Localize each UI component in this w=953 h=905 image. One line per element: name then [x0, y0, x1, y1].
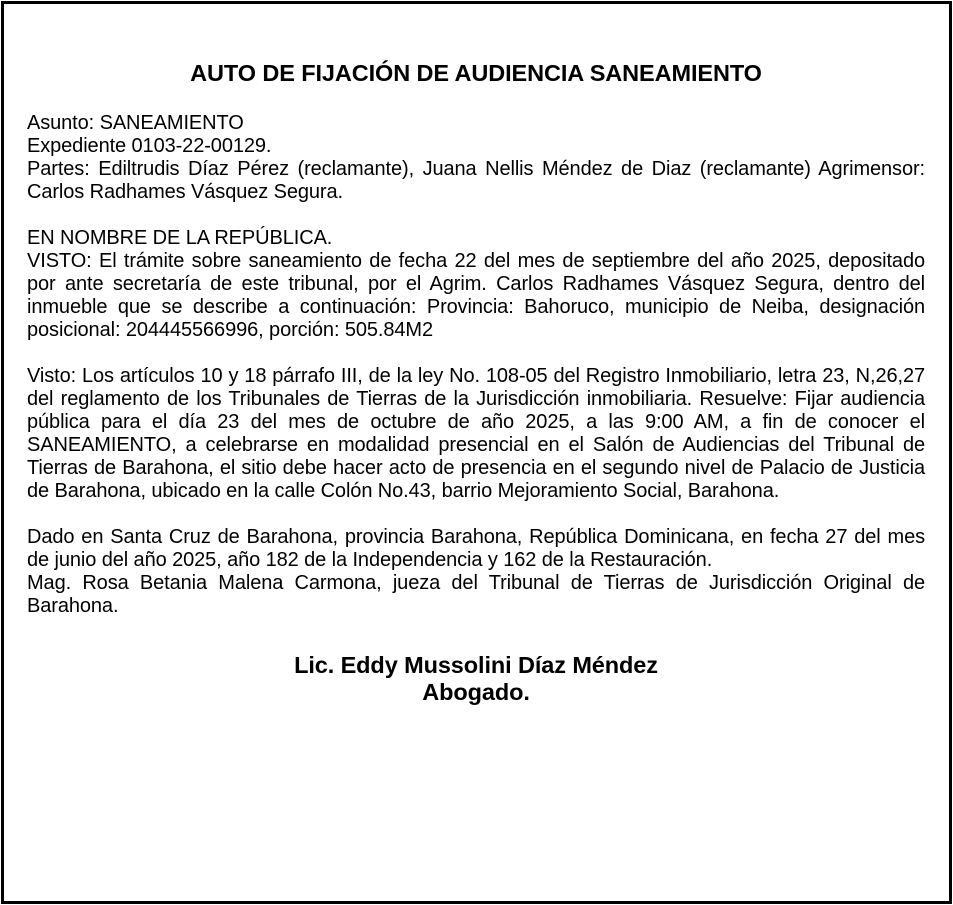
dado-paragraph: Dado en Santa Cruz de Barahona, provincia Barahona, República Dominicana, en fecha 27 del mes de junio del año 2025, año 182 de la Independencia y 162 de la Restauración. [27, 526, 925, 571]
notice-title: AUTO DE FIJACIÓN DE AUDIENCIA SANEAMIENTO [190, 60, 762, 86]
en-nombre-line: EN NOMBRE DE LA REPÚBLICA. [27, 227, 333, 249]
visto-paragraph-2: Visto: Los artículos 10 y 18 párrafo III, de la ley No. 108-05 del Registro Inmobiliario, letra 23, N,26,27 del reglamento de los Tribunales de Tierras de la Jurisdicción inmobiliaria. Resuelve: Fijar audiencia pública para el día 23 del mes de octubre de año 2025, a las 9:00 AM, a fin de conocer el SANEAMIENTO, a celebrarse en modalidad presencial en el Salón de Audiencias del Tribunal de Tierras de Barahona, el sitio debe hacer acto de presencia en el segundo nivel de Palacio de Justicia de Barahona, ubicado en la calle Colón No.43, barrio Mejoramiento Social, Barahona. [27, 365, 925, 502]
magistrate-paragraph: Mag. Rosa Betania Malena Carmona, jueza del Tribunal de Tierras de Jurisdicción Original de Barahona. [27, 572, 925, 617]
signature-block [27, 652, 925, 706]
visto-paragraph-1: VISTO: El trámite sobre saneamiento de fecha 22 del mes de septiembre del año 2025, depositado por ante secretaría de este tribunal, por el Agrim. Carlos Radhames Vásquez Segura, dentro del inmueble que se describe a continuación: Provincia: Bahoruco, municipio de Neiba, designación posicional: 204445566996, porción: 505.84M2 [27, 250, 925, 341]
notice-content [27, 4, 925, 706]
notice-frame [1, 1, 952, 904]
closing-section [27, 526, 925, 618]
partes-paragraph: Partes: Ediltrudis Díaz Pérez (reclamante), Juana Nellis Méndez de Diaz (reclamante) Agrimensor: Carlos Radhames Vásquez Segura. [27, 158, 925, 203]
signature-role: Abogado. [422, 679, 530, 705]
expediente-line: Expediente 0103-22-00129. [27, 135, 272, 157]
case-info [27, 112, 925, 204]
signature-name: Lic. Eddy Mussolini Díaz Méndez [294, 652, 658, 678]
visto-section [27, 227, 925, 342]
asunto-line: Asunto: SANEAMIENTO [27, 112, 244, 134]
